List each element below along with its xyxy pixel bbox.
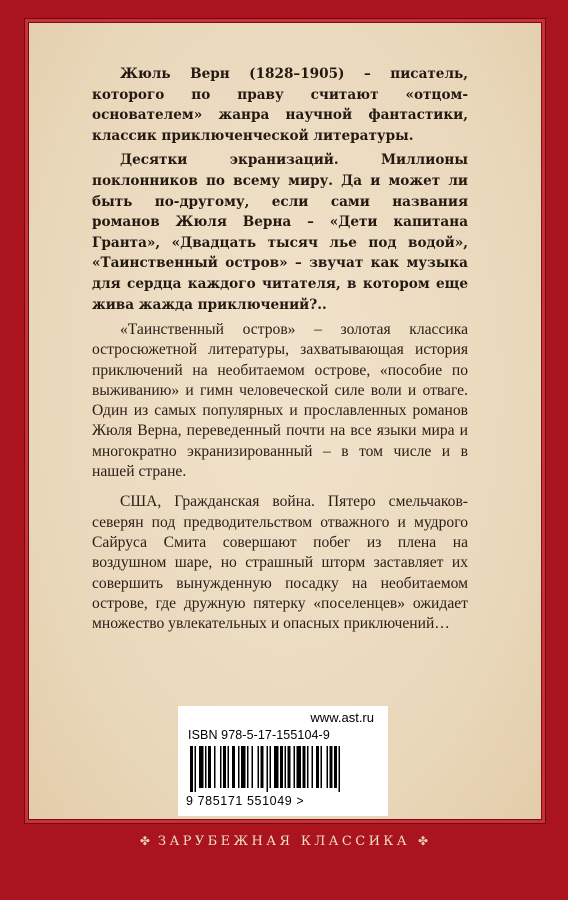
barcode-bar — [195, 746, 197, 792]
barcode-bar — [274, 746, 279, 788]
barcode-bar — [339, 746, 341, 792]
barcode-bar — [261, 746, 264, 788]
barcode-bar — [297, 746, 302, 788]
barcode-bar — [252, 746, 254, 788]
barcode-bar — [294, 746, 296, 788]
barcode-bar — [321, 746, 323, 788]
barcode-bar — [228, 746, 230, 788]
barcode-bar — [307, 746, 309, 788]
barcode-bar — [312, 746, 314, 788]
ornament-left-icon: ✤ — [139, 834, 150, 848]
barcode-bar — [247, 746, 249, 788]
author-blurb-paragraph-2: Десятки экранизаций. Миллионы поклонников по всему миру. Да и может ли быть по-другому, если сами названия романов Жюля Верна – «Дети капитана Гранта», «Двадцать тысяч лье под водой», «Таинственный остров» – звучат как музыка для сердца каждого читателя, в котором еще жива жажда приключений?.. — [92, 152, 468, 313]
barcode-bar — [270, 746, 272, 788]
barcode-bar — [330, 746, 333, 788]
series-banner — [0, 826, 568, 856]
barcode-bar — [285, 746, 287, 788]
barcode-bar — [303, 746, 306, 788]
publisher-website: www.ast.ru — [310, 710, 374, 725]
description-paragraph-2: США, Гражданская война. Пятеро смельчаков-северян под предводительством отважного и мудрого Сайруса Смита совершают побег из плена на воздушном шаре, но страшный шторм заставляет их совершить вынужденную посадку на необитаемом острове, где дружную пятерку «поселенцев» ожидает множество увлекательных и опасных приключений… — [92, 493, 468, 633]
barcode-bar — [241, 746, 246, 788]
isbn-number: ISBN 978-5-17-155104-9 — [188, 728, 330, 742]
author-blurb-paragraph-1: Жюль Верн (1828–1905) – писатель, которого по праву считают «отцом-основателем» жанра научной фантастики, классик приключенческой литературы. — [92, 66, 468, 144]
barcode-bar — [208, 746, 211, 788]
isbn-barcode-box — [178, 706, 388, 816]
barcode-bar — [214, 746, 216, 788]
barcode-bar — [220, 746, 222, 788]
description-paragraph-1: «Таинственный остров» – золотая классика остросюжетной литературы, захватывающая история приключений на необитаемом острове, «пособие по выживанию» и гимн человеческой силе воли и отваге. Один из самых популярных и прославленных романов Жюля Верна, переведенный почти на все языки мира и многократно экранизированный – в том числе и в нашей стране. — [92, 321, 468, 481]
barcode-digits: 9 785171 551049 > — [186, 794, 305, 808]
barcode-icon — [178, 746, 388, 794]
barcode-bar — [316, 746, 319, 788]
barcode-bar — [267, 746, 269, 792]
barcode-bar — [223, 746, 226, 788]
barcode-bar — [205, 746, 207, 788]
ornament-right-icon: ✤ — [418, 834, 429, 848]
series-label: ЗАРУБЕЖНАЯ КЛАССИКА — [157, 833, 411, 849]
barcode-bar — [280, 746, 283, 788]
barcode-bar — [190, 746, 193, 792]
barcode-bar — [238, 746, 240, 788]
barcode-bar — [288, 746, 291, 788]
author-blurb — [92, 64, 468, 315]
barcode-bar — [334, 746, 337, 788]
barcode-bar — [258, 746, 260, 788]
book-description — [92, 320, 468, 634]
barcode-bar — [327, 746, 329, 788]
barcode-bar — [232, 746, 235, 788]
barcode-bar — [199, 746, 204, 788]
